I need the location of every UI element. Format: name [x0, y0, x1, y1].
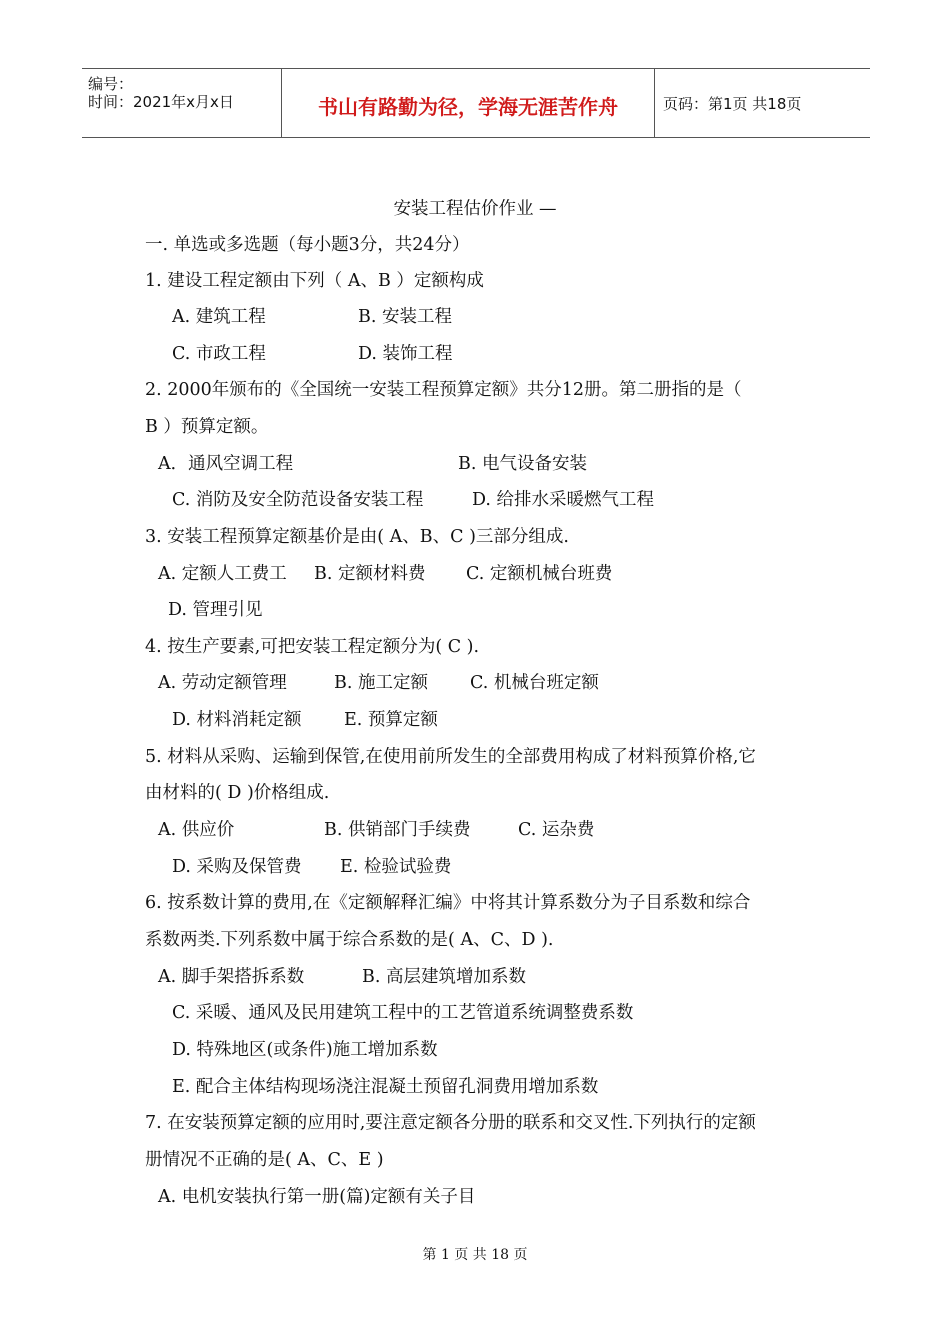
option-line: B. 供销部门手续费: [324, 820, 471, 840]
question-3: 3. 安装工程预算定额基价是由( A、B、C )三部分组成.: [145, 527, 569, 547]
option-line: D. 特殊地区(或条件)施工增加系数: [172, 1040, 438, 1060]
option-line: B. 施工定额: [334, 673, 428, 693]
option-line: B. 高层建筑增加系数: [362, 967, 526, 987]
option-line: A. 建筑工程: [172, 307, 266, 327]
header-left-cell: [82, 69, 282, 137]
question-7: 7. 在安装预算定额的应用时,要注意定额各分册的联系和交叉性.下列执行的定额: [145, 1113, 756, 1133]
header-middle-cell: [282, 69, 655, 137]
option-line: C. 采暖、通风及民用建筑工程中的工艺管道系统调整费系数: [172, 1003, 634, 1023]
option-line: A．通风空调工程: [158, 454, 294, 474]
question-2: 2. 2000年颁布的《全国统一安装工程预算定额》共分12册。第二册指的是（: [145, 380, 742, 400]
option-line: C. 机械台班定额: [470, 673, 599, 693]
question-2-cont: B ）预算定额。: [145, 417, 269, 437]
header-motto: 书山有路勤为径，学海无涯苦作舟: [318, 95, 618, 119]
option-line: D. 材料消耗定额: [172, 710, 302, 730]
option-line: A. 电机安装执行第一册(篇)定额有关子目: [158, 1187, 476, 1207]
time-label: 时间：2021年x月x日: [88, 93, 234, 111]
section-heading: 一. 单选或多选题（每小题3分，共24分）: [145, 235, 470, 255]
option-line: C. 市政工程: [172, 344, 266, 364]
question-5: 5. 材料从采购、运输到保管,在使用前所发生的全部费用构成了材料预算价格,它: [145, 747, 756, 767]
code-label: 编号：: [88, 75, 134, 93]
option-line: C. 运杂费: [518, 820, 595, 840]
option-line: C. 定额机械台班费: [466, 564, 613, 584]
option-line: A. 劳动定额管理: [158, 673, 287, 693]
option-line: E. 检验试验费: [340, 857, 452, 877]
question-1: 1. 建设工程定额由下列（ A、B ）定额构成: [145, 271, 484, 291]
question-4: 4. 按生产要素,可把安装工程定额分为( C ).: [145, 637, 480, 657]
question-6: 6. 按系数计算的费用,在《定额解释汇编》中将其计算系数分为子目系数和综合: [145, 893, 751, 913]
option-line: E. 配合主体结构现场浇注混凝土预留孔洞费用增加系数: [172, 1077, 599, 1097]
question-6-cont: 系数两类.下列系数中属于综合系数的是( A、C、D ).: [145, 930, 554, 950]
option-line: A. 脚手架搭拆系数: [158, 967, 305, 987]
option-line: C. 消防及安全防范设备安装工程: [172, 490, 424, 510]
header-table: [82, 68, 870, 138]
option-line: A. 供应价: [158, 820, 235, 840]
page-footer: 第 1 页 共 18 页: [422, 1247, 528, 1263]
option-line: A. 定额人工费工: [158, 564, 287, 584]
header-page-info: 页码：第1页 共18页: [663, 95, 802, 113]
option-line: B. 定额材料费: [314, 564, 426, 584]
document-title: 安装工程估价作业 —: [393, 199, 557, 219]
option-line: D. 采购及保管费: [172, 857, 302, 877]
option-line: D. 装饰工程: [358, 344, 453, 364]
option-line: E. 预算定额: [344, 710, 438, 730]
option-line: D. 给排水采暖燃气工程: [472, 490, 655, 510]
option-line: D. 管理引见: [168, 600, 263, 620]
question-7-cont: 册情况不正确的是( A、C、E ): [145, 1150, 384, 1170]
header-right-cell: [655, 69, 870, 137]
question-5-cont: 由材料的( D )价格组成.: [145, 783, 330, 803]
option-line: B. 电气设备安装: [458, 454, 587, 474]
option-line: B. 安装工程: [358, 307, 452, 327]
